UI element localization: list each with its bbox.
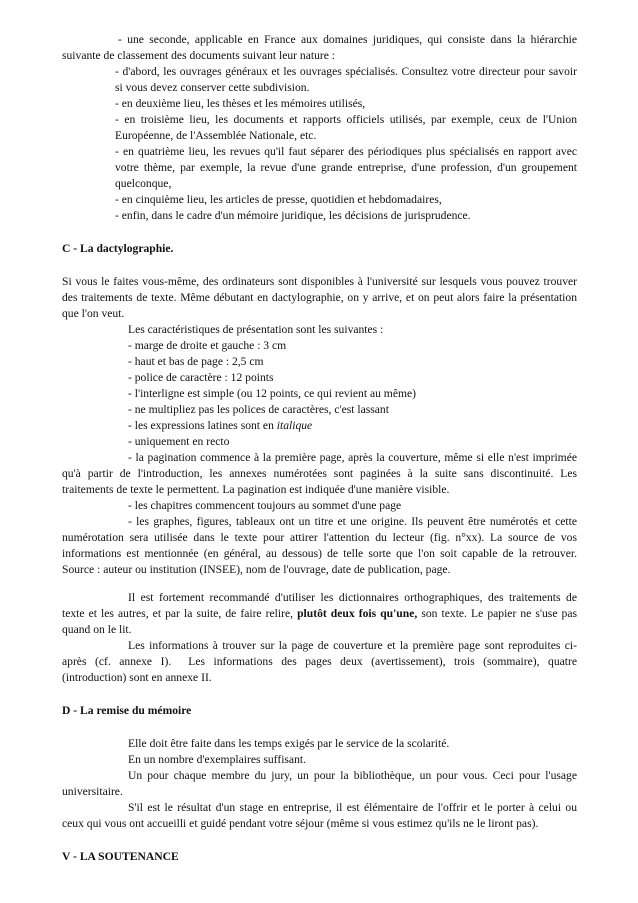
- text-line: S'il est le résultat d'un stage en entreprise, il est élémentaire de l'offrir et le porter à celui ou: [128, 801, 577, 814]
- text-line: Européenne, de l'Assemblée Nationale, etc.: [115, 129, 317, 142]
- text-line: numérotation sera utilisée dans le texte pour attirer l'attention du lecteur (fig. n°xx). La source de vos: [62, 531, 577, 544]
- list-item: - enfin, dans le cadre d'un mémoire juridique, les décisions de jurisprudence.: [115, 209, 471, 222]
- section-heading: C - La dactylographie.: [62, 242, 174, 255]
- text-line: ceux qui vous ont accueilli et guidé pendant votre séjour (même si vous estimez qu'ils ne le liront pas).: [62, 817, 539, 830]
- list-item: - uniquement en recto: [128, 435, 230, 448]
- italic-text: italique: [276, 419, 313, 432]
- list-item: - en deuxième lieu, les thèses et les mémoires utilisés,: [115, 97, 366, 110]
- text-line: que l'on veut.: [62, 307, 125, 320]
- text-line: universitaire.: [62, 785, 123, 798]
- text-line: Les caractéristiques de présentation sont les suivantes :: [128, 323, 384, 336]
- text-line: Elle doit être faite dans les temps exigés par le service de la scolarité.: [128, 737, 450, 750]
- text-line: Source : auteur ou institution (INSEE), nom de l'ouvrage, date de publication, page.: [62, 563, 451, 576]
- text-span: son texte. Le papier ne s'use pas: [417, 607, 577, 620]
- list-item: - en quatrième lieu, les revues qu'il faut séparer des périodiques plus spécialisés en rapport avec: [115, 145, 577, 158]
- list-item: - l'interligne est simple (ou 12 points, ce qui revient au même): [128, 387, 416, 400]
- list-item: - en troisième lieu, les documents et rapports officiels utilisés, par exemple, ceux de l'Union: [115, 113, 577, 126]
- list-item: - police de caractère : 12 points: [128, 371, 274, 384]
- list-item: - les graphes, figures, tableaux ont un titre et une origine. Ils peuvent être numérotés et cette: [128, 515, 577, 528]
- text-line: - une seconde, applicable en France aux domaines juridiques, qui consiste dans la hiérarchie: [118, 33, 577, 46]
- text-line: traitements de texte le permettent. La pagination est indiquée d'une manière visible.: [62, 483, 450, 496]
- text-line: Il est fortement recommandé d'utiliser les dictionnaires orthographiques, des traitements de: [128, 591, 577, 604]
- text-line: des traitements de texte. Même débutant en dactylographie, on y arrive, et on peut alors faire la présentation: [62, 291, 577, 304]
- text-line: quelconque,: [115, 177, 172, 190]
- list-item: - ne multipliez pas les polices de caractères, c'est lassant: [128, 403, 389, 416]
- list-item: - marge de droite et gauche : 3 cm: [128, 339, 287, 352]
- list-item: [128, 418, 312, 434]
- text-line: Un pour chaque membre du jury, un pour la bibliothèque, un pour vous. Ceci pour l'usage: [128, 769, 577, 782]
- text-line: Les informations à trouver sur la page de couverture et la première page sont reproduites ci-: [128, 639, 577, 652]
- text-line: après (cf. annexe I). Les informations des pages deux (avertissement), trois (sommaire), quatre: [62, 655, 577, 668]
- text-line: qu'à partir de l'introduction, les annexes numérotées sont paginées à la suite sans discontinuité. Les: [62, 467, 577, 480]
- list-item: - haut et bas de page : 2,5 cm: [128, 355, 264, 368]
- text-line: suivante de classement des documents suivant leur nature :: [62, 49, 336, 62]
- section-heading: D - La remise du mémoire: [62, 704, 192, 717]
- text-line: Si vous le faites vous-même, des ordinateurs sont disponibles à l'université sur lesquels vous pouvez trouver: [62, 275, 577, 288]
- text-line: si vous devez conserver cette subdivision.: [115, 81, 310, 94]
- list-item: - la pagination commence à la première page, après la couverture, même si elle n'est imprimée: [128, 451, 577, 464]
- text-span: texte et les autres, et par la suite, de faire relire,: [62, 607, 298, 620]
- list-item: - en cinquième lieu, les articles de presse, quotidien et hebdomadaires,: [115, 193, 442, 206]
- text-line: (introduction) sont en annexe II.: [62, 671, 212, 684]
- text-line: [62, 606, 577, 622]
- list-item: - les chapitres commencent toujours au sommet d'une page: [128, 499, 402, 512]
- text-line: quand on le lit.: [62, 623, 132, 636]
- section-heading: V - LA SOUTENANCE: [62, 850, 179, 863]
- text-line: informations est mentionnée (en général, au dessous) de telle sorte que l'on soit capable de la retrouver.: [62, 547, 577, 560]
- text-span: - les expressions latines sont en: [128, 419, 277, 432]
- text-line: En un nombre d'exemplaires suffisant.: [128, 753, 306, 766]
- bold-text: plutôt deux fois qu'une,: [297, 607, 418, 620]
- list-item: - d'abord, les ouvrages généraux et les ouvrages spécialisés. Consultez votre directeur pour savoir: [115, 65, 577, 78]
- text-line: votre thème, par exemple, la revue d'une grande entreprise, d'une profession, d'un groupement: [115, 161, 577, 174]
